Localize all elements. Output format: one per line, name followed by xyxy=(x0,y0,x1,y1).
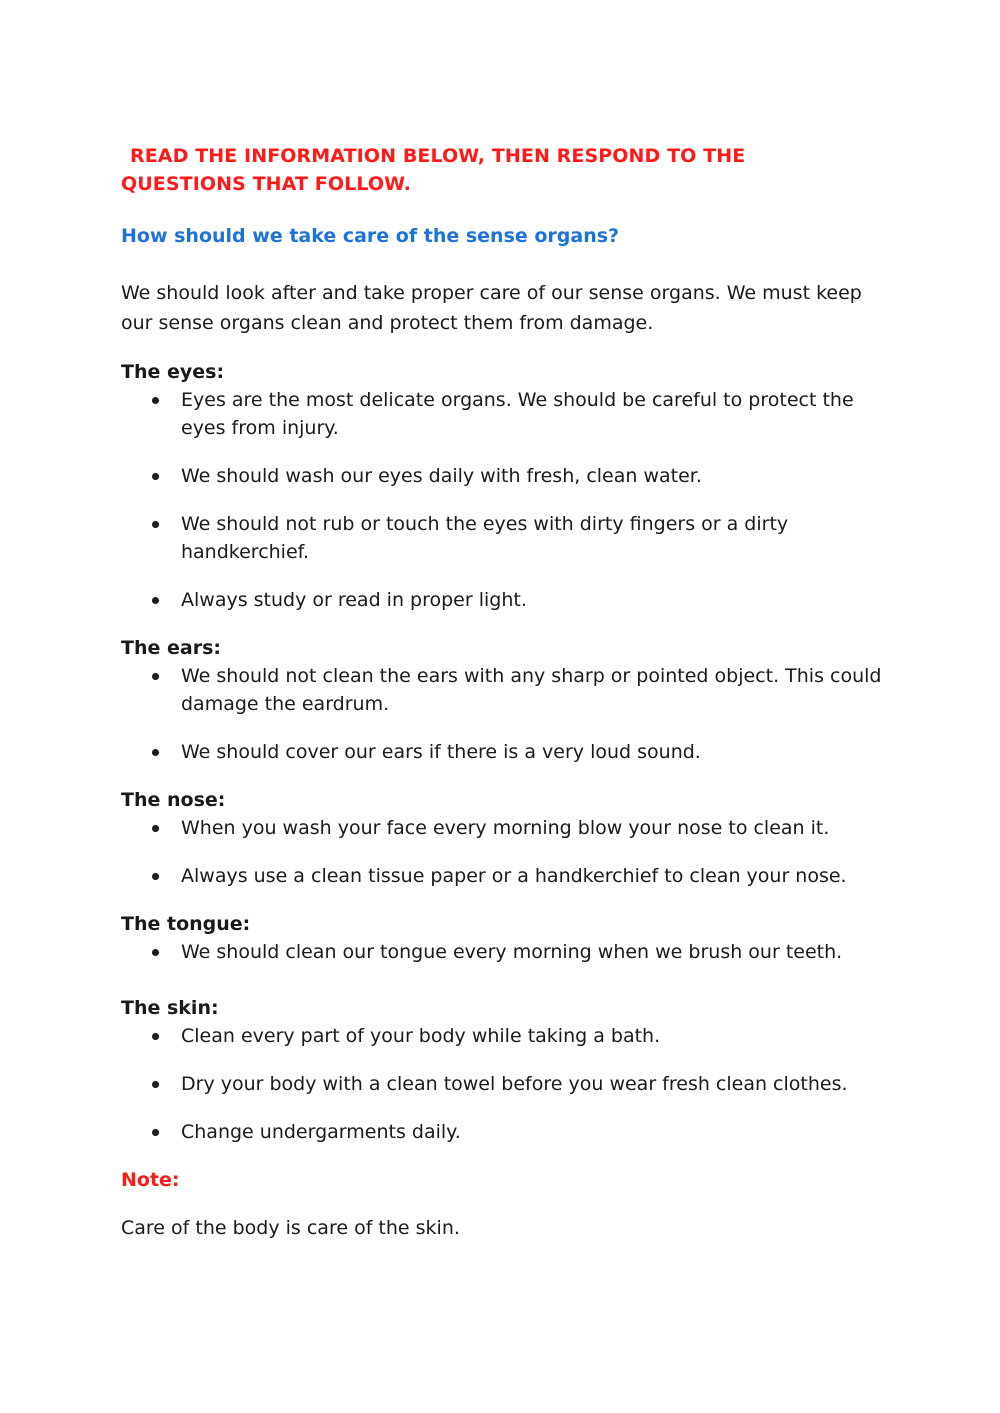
list-item: Change undergarments daily. xyxy=(121,1118,901,1146)
bullet-icon xyxy=(152,749,159,756)
instruction-line-1: READ THE INFORMATION BELOW, THEN RESPOND TO THE xyxy=(130,145,746,167)
note-text: Care of the body is care of the skin. xyxy=(121,1217,460,1239)
list-item: When you wash your face every morning blow your nose to clean it. xyxy=(121,814,901,842)
tongue-heading: The tongue: xyxy=(121,913,251,935)
list-item: Eyes are the most delicate organs. We should be careful to protect the eyes from injury. xyxy=(121,386,901,442)
bullet-icon xyxy=(152,673,159,680)
note-heading: Note: xyxy=(121,1169,180,1191)
instruction-heading xyxy=(121,142,901,198)
nose-list xyxy=(121,814,901,890)
worksheet-page xyxy=(121,138,901,1242)
nose-heading: The nose: xyxy=(121,789,226,811)
bullet-icon xyxy=(152,397,159,404)
bullet-icon xyxy=(152,873,159,880)
intro-line-2: our sense organs clean and protect them from damage. xyxy=(121,312,654,334)
bullet-icon xyxy=(152,949,159,956)
bullet-icon xyxy=(152,1081,159,1088)
list-item: We should not clean the ears with any sharp or pointed object. This could damage the eardrum. xyxy=(121,662,901,718)
ears-heading: The ears: xyxy=(121,637,221,659)
instruction-line-2: QUESTIONS THAT FOLLOW. xyxy=(121,173,411,195)
bullet-icon xyxy=(152,473,159,480)
section-question-title: How should we take care of the sense organs? xyxy=(121,225,620,247)
tongue-list xyxy=(121,938,901,966)
list-item: We should not rub or touch the eyes with dirty fingers or a dirty handkerchief. xyxy=(121,510,901,566)
intro-line-1: We should look after and take proper care of our sense organs. We must keep xyxy=(121,282,862,304)
skin-heading: The skin: xyxy=(121,997,219,1019)
ears-list xyxy=(121,662,901,766)
intro-paragraph xyxy=(121,278,901,338)
list-item: Always study or read in proper light. xyxy=(121,586,901,614)
bullet-icon xyxy=(152,597,159,604)
list-item: We should cover our ears if there is a very loud sound. xyxy=(121,738,901,766)
eyes-heading: The eyes: xyxy=(121,361,225,383)
bullet-icon xyxy=(152,1033,159,1040)
bullet-icon xyxy=(152,1129,159,1136)
list-item: Always use a clean tissue paper or a handkerchief to clean your nose. xyxy=(121,862,901,890)
skin-list xyxy=(121,1022,901,1146)
list-item: We should clean our tongue every morning when we brush our teeth. xyxy=(121,938,901,966)
list-item: Clean every part of your body while taking a bath. xyxy=(121,1022,901,1050)
bullet-icon xyxy=(152,521,159,528)
list-item: We should wash our eyes daily with fresh, clean water. xyxy=(121,462,901,490)
bullet-icon xyxy=(152,825,159,832)
list-item: Dry your body with a clean towel before you wear fresh clean clothes. xyxy=(121,1070,901,1098)
eyes-list xyxy=(121,386,901,614)
